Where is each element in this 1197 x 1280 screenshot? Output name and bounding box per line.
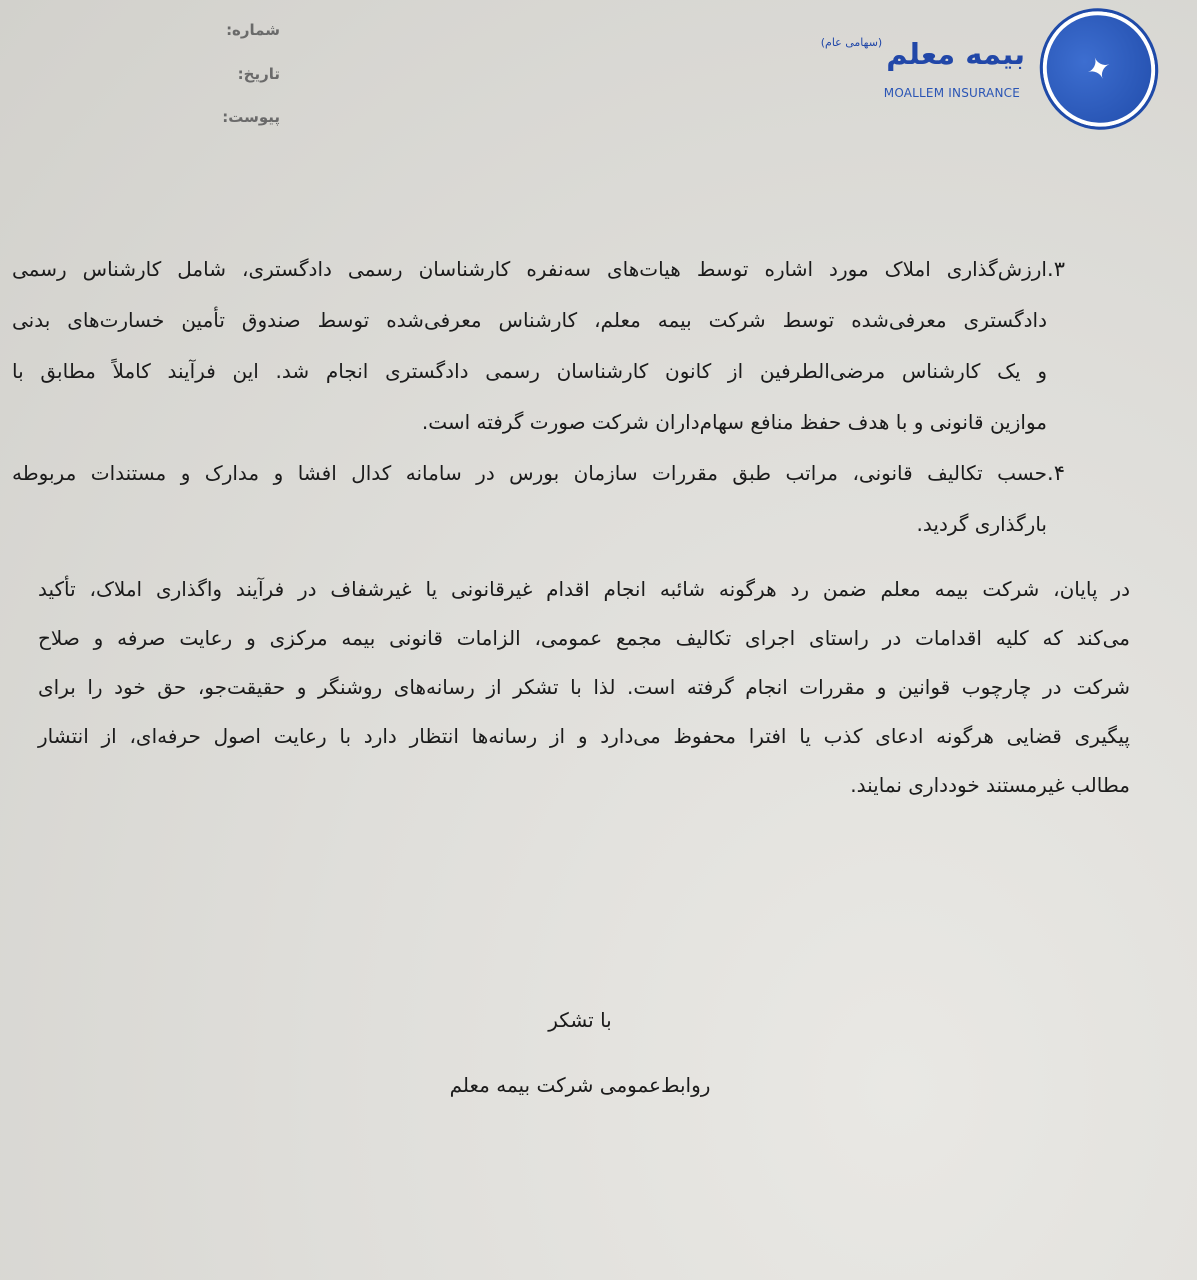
item-3-line: موازین قانونی و با هدف حفظ منافع سهام‌داران شرکت صورت گرفته است.	[421, 410, 1047, 434]
thanks-text: با تشکر	[548, 1008, 612, 1032]
closing-paragraph-line: مطالب غیرمستند خودداری نمایند.	[850, 773, 1130, 797]
closing-paragraph-line: در پایان، شرکت بیمه معلم ضمن رد هرگونه شائبه انجام اقدام غیرقانونی یا غیرشفاف در فرآیند واگذاری املاک، تأکید	[38, 577, 1130, 601]
item-number: ۴.	[1047, 461, 1065, 485]
logo-emblem-icon: ✦	[1081, 48, 1117, 90]
item-3-line: و یک کارشناس مرضی‌الطرفین از کانون کارشناسان رسمی دادگستری انجام شد. این فرآیند کاملاً مطابق با	[12, 359, 1047, 383]
closing-paragraph	[38, 565, 1130, 810]
company-logo	[1023, 0, 1176, 147]
signature-text: روابط‌عمومی شرکت بیمه معلم	[449, 1073, 711, 1097]
closing-paragraph-line: پیگیری قضایی هرگونه ادعای کذب یا افترا محفوظ می‌دارد و از رسانه‌ها انتظار دارد با رعایت اصول حرفه‌ای، از انتشار	[38, 724, 1130, 748]
numbered-list	[12, 244, 1087, 550]
list-item-3	[12, 244, 1087, 448]
date-field-label: تاریخ:	[237, 65, 280, 83]
list-item-4	[12, 448, 1087, 550]
item-3-line: دادگستری معرفی‌شده توسط شرکت بیمه معلم، کارشناس معرفی‌شده توسط صندوق تأمین خسارت‌های بدنی	[12, 308, 1047, 332]
item-3-line: ارزش‌گذاری املاک مورد اشاره توسط هیات‌های سه‌نفره کارشناسان رسمی دادگستری، شامل کارشناس رسمی	[12, 257, 1047, 281]
brand-english-name: MOALLEM INSURANCE	[883, 86, 1020, 100]
item-body	[12, 244, 1047, 448]
number-field-label: شماره:	[226, 21, 280, 39]
attachment-field-label: پیوست:	[222, 108, 280, 126]
closing-paragraph-line: شرکت در چارچوب قوانین و مقررات انجام گرفته است. لذا با تشکر از رسانه‌های روشنگر و حقیقت‌جو، حق خود را برای	[38, 675, 1130, 699]
item-4-line: بارگذاری گردید.	[916, 512, 1047, 536]
brand-block	[821, 36, 1025, 72]
item-number: ۳.	[1047, 257, 1065, 281]
closing-paragraph-line: می‌کند که کلیه اقدامات در راستای اجرای تکالیف مجمع عمومی، الزامات قانونی بیمه مرکزی و رعایت صرفه و صلاح	[38, 626, 1130, 650]
item-4-line: حسب تکالیف قانونی، مراتب طبق مقررات سازمان بورس در سامانه کدال افشا و مدارک و مستندات مربوطه	[12, 461, 1047, 485]
brand-name: بیمه معلم	[886, 37, 1025, 71]
item-body	[12, 448, 1047, 550]
brand-type: (سهامی عام)	[820, 36, 883, 49]
